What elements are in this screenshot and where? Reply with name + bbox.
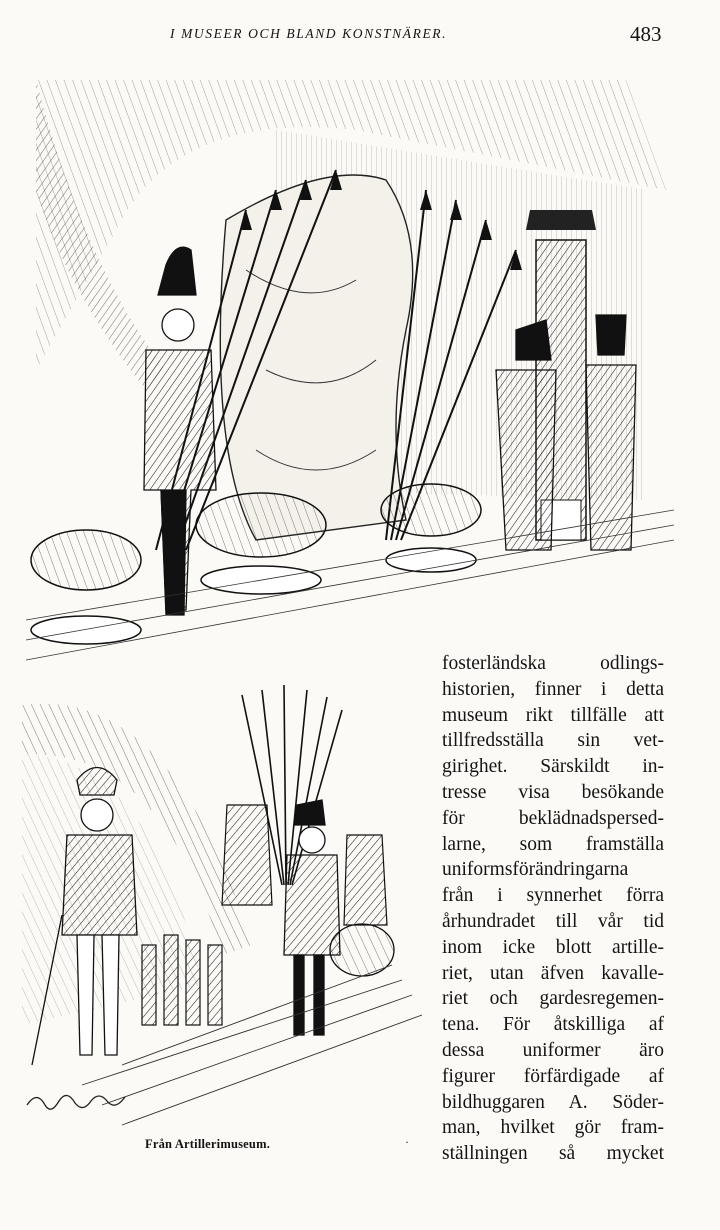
body-line: inom icke blott artille- <box>442 936 664 958</box>
body-line: tresse visa besökande <box>442 781 664 803</box>
body-line: fosterländska odlings- <box>442 653 664 674</box>
running-head <box>0 24 720 46</box>
body-line: figurer förfärdigade af <box>442 1065 664 1087</box>
body-line: riet, utan äfven kavalle- <box>442 962 664 984</box>
body-line: larne, som framställa <box>442 833 664 855</box>
page-number: 483 <box>630 22 662 46</box>
figure-caption: Från Artillerimuseum. <box>145 1137 271 1151</box>
museum-hall-illustration <box>26 70 674 670</box>
body-line: bildhuggaren A. Söder- <box>442 1091 664 1113</box>
artillery-museum-illustration <box>22 685 422 1130</box>
body-line: man, hvilket gör fram- <box>442 1117 664 1139</box>
body-line: riet och gardesregemen- <box>442 988 664 1010</box>
body-line: tillfredsställa sin vet- <box>442 730 664 752</box>
body-line: tena. För åtskilliga af <box>442 1014 664 1036</box>
body-line: för beklädnadspersed- <box>442 807 664 829</box>
artillery-museum-engraving-icon <box>22 685 422 1130</box>
running-title: I MUSEER OCH BLAND KONSTNÄRER. <box>170 26 448 41</box>
stray-mark: · <box>405 1135 409 1149</box>
body-line: ställningen så mycket <box>442 1143 664 1165</box>
body-line: uniformsförändringarna <box>442 859 629 881</box>
museum-hall-engraving-icon <box>26 70 674 670</box>
body-line: historien, finner i detta <box>442 678 664 700</box>
body-line: museum rikt tillfälle att <box>442 704 664 726</box>
body-text-column <box>442 651 664 1167</box>
body-line: århundradet till vår tid <box>442 910 664 932</box>
body-line: från i synnerhet förra <box>442 885 664 907</box>
body-line: dessa uniformer äro <box>442 1039 664 1061</box>
body-line: girighet. Särskildt in- <box>442 756 664 778</box>
